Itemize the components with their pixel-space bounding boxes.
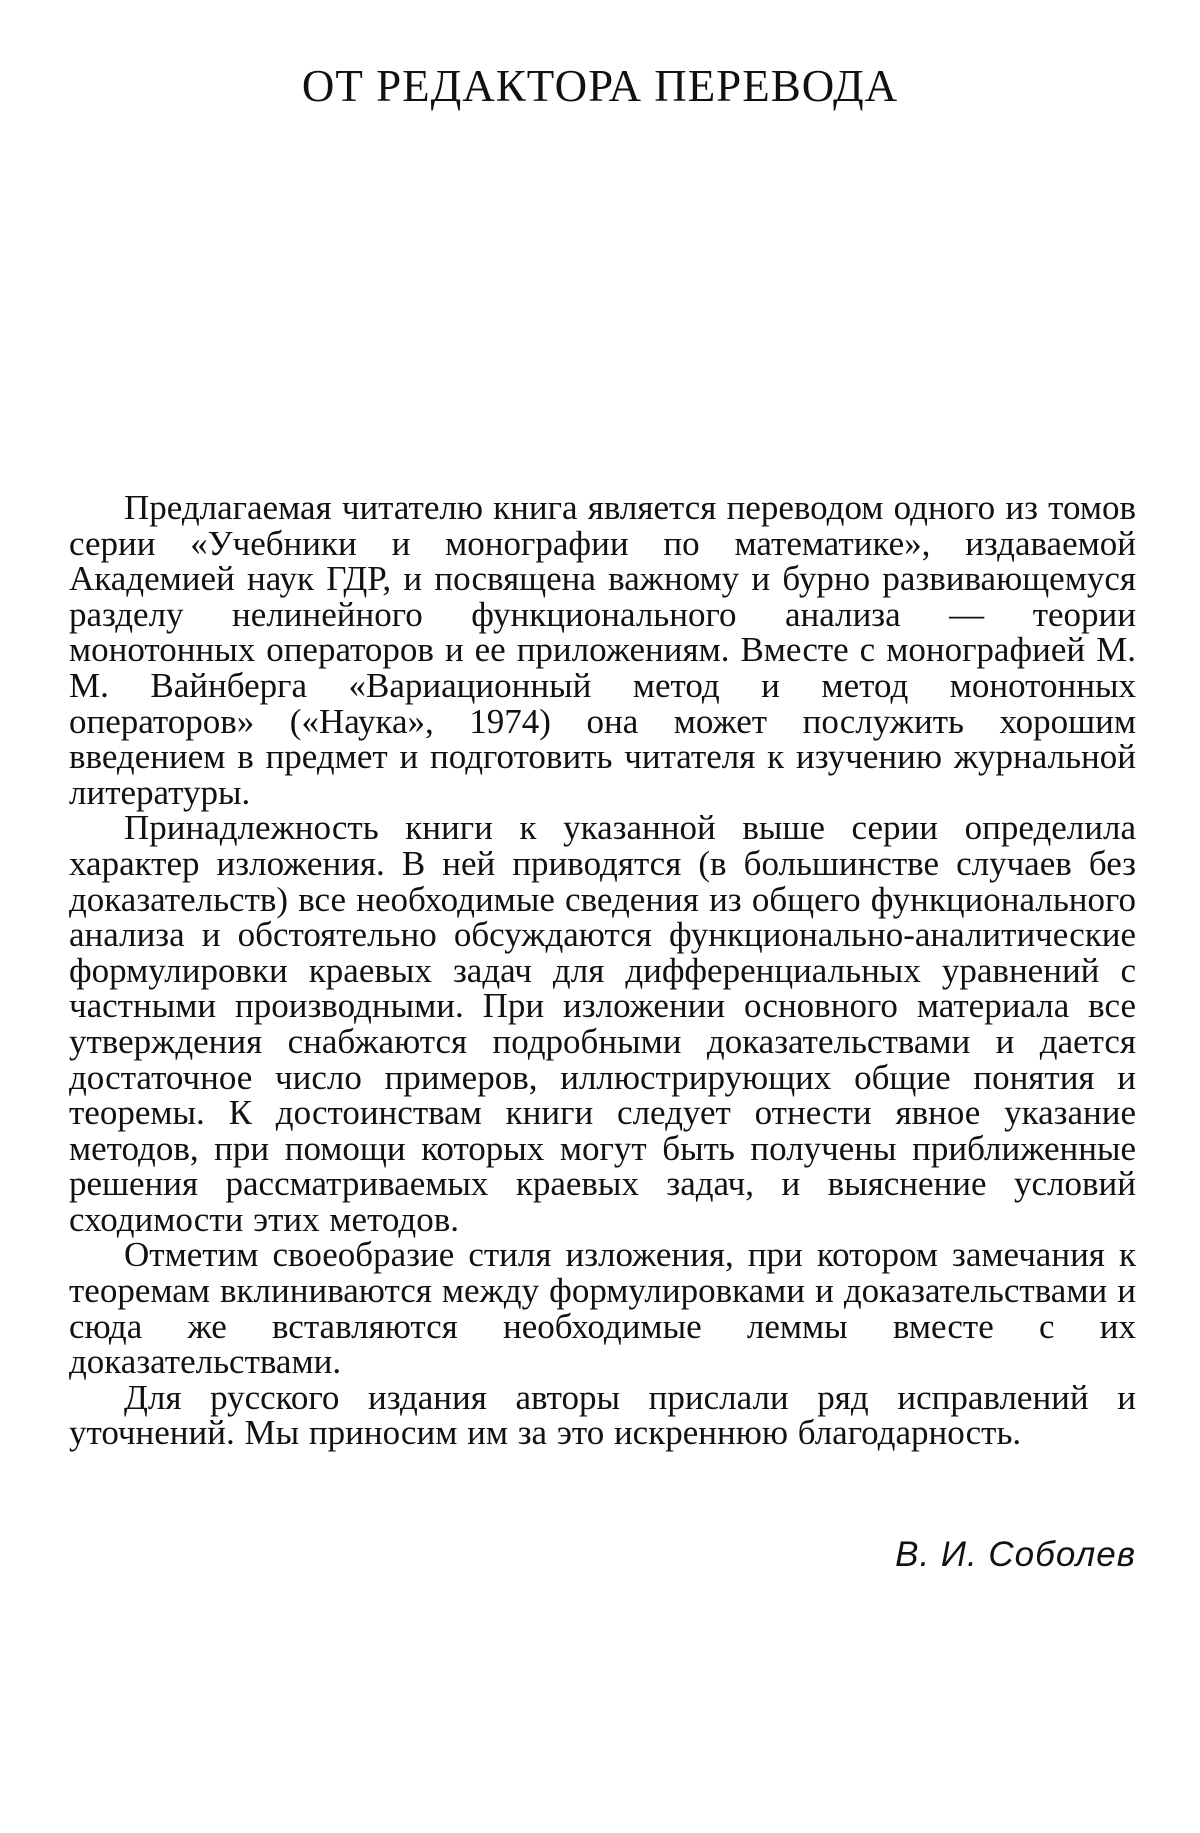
page-title: ОТ РЕДАКТОРА ПЕРЕВОДА <box>301 61 899 111</box>
foreword-body <box>69 490 1136 1451</box>
paragraph: Предлагаемая читателю книга является переводом одного из томов серии «Учебники и монографии по математике», издаваемой Академией наук ГДР, и посвящена важному и бурно развивающемуся разделу нелинейного функционального анализа — теории монотонных операторов и ее приложениям. Вместе с монографией М. М. Вайнберга «Вариационный метод и метод монотонных операторов» («Наука», 1974) она может послужить хорошим введением в предмет и подготовить читателя к изучению журнальной литературы. <box>69 488 1136 812</box>
paragraph: Для русского издания авторы прислали ряд исправлений и уточнений. Мы приносим им за это искреннюю благодарность. <box>69 1377 1136 1453</box>
editor-signature: В. И. Соболев <box>895 1535 1136 1574</box>
paragraph: Отметим своеобразие стиля изложения, при котором замечания к теоремам вклиниваются между формулировками и доказательствами и сюда же вставляются необходимые леммы вместе с их доказательствами. <box>69 1235 1136 1382</box>
paragraph: Принадлежность книги к указанной выше серии определила характер изложения. В ней приводятся (в большинстве случаев без доказательств) все необходимые сведения из общего функционального анализа и обстоятельно обсуждаются функционально-аналитические формулировки краевых задач для дифференциальных уравнений с частными производными. При изложении основного материала все утверждения снабжаются подробными доказательствами и дается достаточное число примеров, иллюстрирующих общие понятия и теоремы. К достоинствам книги следует отнести явное указание методов, при помощи которых могут быть получены приближенные решения рассматриваемых краевых задач, и выяснение условий сходимости этих методов. <box>69 808 1136 1239</box>
